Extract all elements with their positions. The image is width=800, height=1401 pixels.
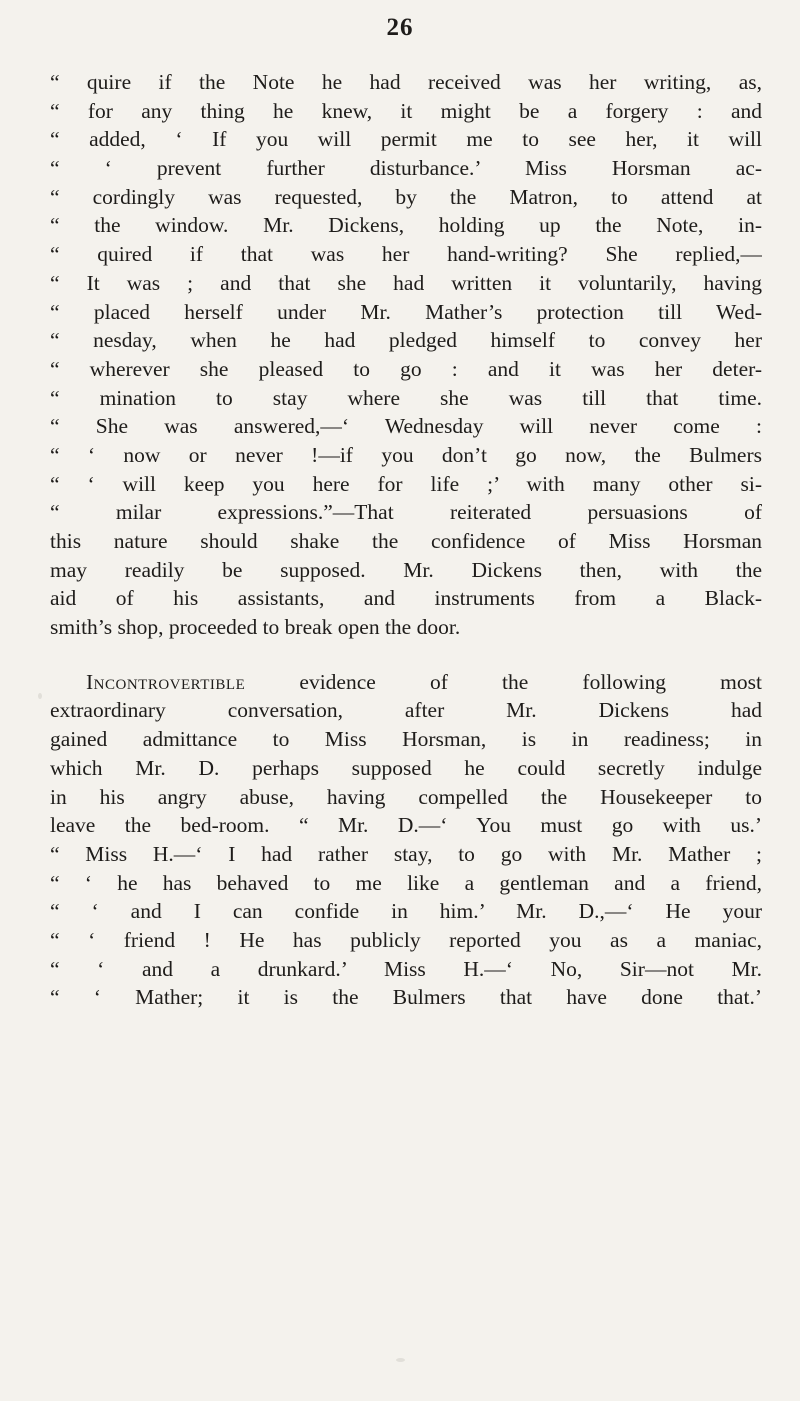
- text-line: may readily be supposed. Mr. Dickens then, with the: [50, 557, 762, 582]
- text-line: “ ‘ friend ! He has publicly reported you as a maniac,: [50, 927, 762, 952]
- text-line: “ cordingly was requested, by the Matron, to attend at: [50, 184, 762, 209]
- text-line: in his angry abuse, having compelled the Housekeeper to: [50, 784, 762, 809]
- text-line: “ the window. Mr. Dickens, holding up the Note, in-: [50, 213, 762, 238]
- body-text: [50, 68, 762, 1012]
- paragraph-1: [50, 68, 762, 642]
- text-line: “ She was answered,—‘ Wednesday will never come :: [50, 414, 762, 439]
- text-line: [50, 668, 762, 697]
- text-line: extraordinary conversation, after Mr. Dickens had: [50, 698, 762, 723]
- first-line-rest: evidence of the following most: [245, 669, 762, 694]
- paper-speck: [740, 365, 745, 370]
- paper-speck: [38, 693, 42, 699]
- text-line: “ Miss H.—‘ I had rather stay, to go with Mr. Mather ;: [50, 841, 762, 866]
- text-line: this nature should shake the confidence of Miss Horsman: [50, 529, 762, 553]
- text-line: “ milar expressions.”—That reiterated persuasions of: [50, 500, 762, 525]
- text-line: “ nesday, when he had pledged himself to convey her: [50, 328, 762, 353]
- text-line: leave the bed-room. “ Mr. D.—‘ You must go with us.’: [50, 813, 762, 838]
- text-line: “ ‘ Mather; it is the Bulmers that have done that.’: [50, 985, 762, 1010]
- text-line: “ quired if that was her hand-writing? She replied,—: [50, 242, 762, 267]
- text-line: “ It was ; and that she had written it voluntarily, having: [50, 270, 762, 295]
- paper-speck: [396, 1358, 405, 1362]
- text-line: “ ‘ and I can confide in him.’ Mr. D.,—‘ He your: [50, 899, 762, 924]
- text-line: “ ‘ and a drunkard.’ Miss H.—‘ No, Sir—not Mr.: [50, 956, 762, 981]
- text-line: “ ‘ will keep you here for life ;’ with many other si-: [50, 471, 762, 496]
- text-line: “ placed herself under Mr. Mather’s protection till Wed-: [50, 299, 762, 324]
- text-line: smith’s shop, proceeded to break open the door.: [50, 615, 461, 640]
- text-line: “ ‘ prevent further disturbance.’ Miss Horsman ac-: [50, 156, 762, 181]
- page-number: 26: [386, 14, 414, 41]
- text-line: “ wherever she pleased to go : and it was her deter-: [50, 356, 762, 381]
- text-line: aid of his assistants, and instruments from a Black-: [50, 586, 762, 611]
- text-line: “ quire if the Note he had received was her writing, as,: [50, 70, 762, 94]
- text-line: “ mination to stay where she was till that time.: [50, 385, 762, 410]
- text-line: “ added, ‘ If you will permit me to see her, it will: [50, 127, 762, 152]
- text-line: “ ‘ now or never !—if you don’t go now, the Bulmers: [50, 442, 762, 467]
- text-line: gained admittance to Miss Horsman, is in readiness; in: [50, 727, 762, 752]
- text-line: which Mr. D. perhaps supposed he could secretly indulge: [50, 755, 762, 780]
- lead-smallcaps-word: Incontrovertible: [86, 669, 246, 694]
- text-line: “ ‘ he has behaved to me like a gentleman and a friend,: [50, 870, 762, 895]
- text-line: “ for any thing he knew, it might be a forgery : and: [50, 98, 762, 123]
- paragraph-2: [50, 668, 762, 1012]
